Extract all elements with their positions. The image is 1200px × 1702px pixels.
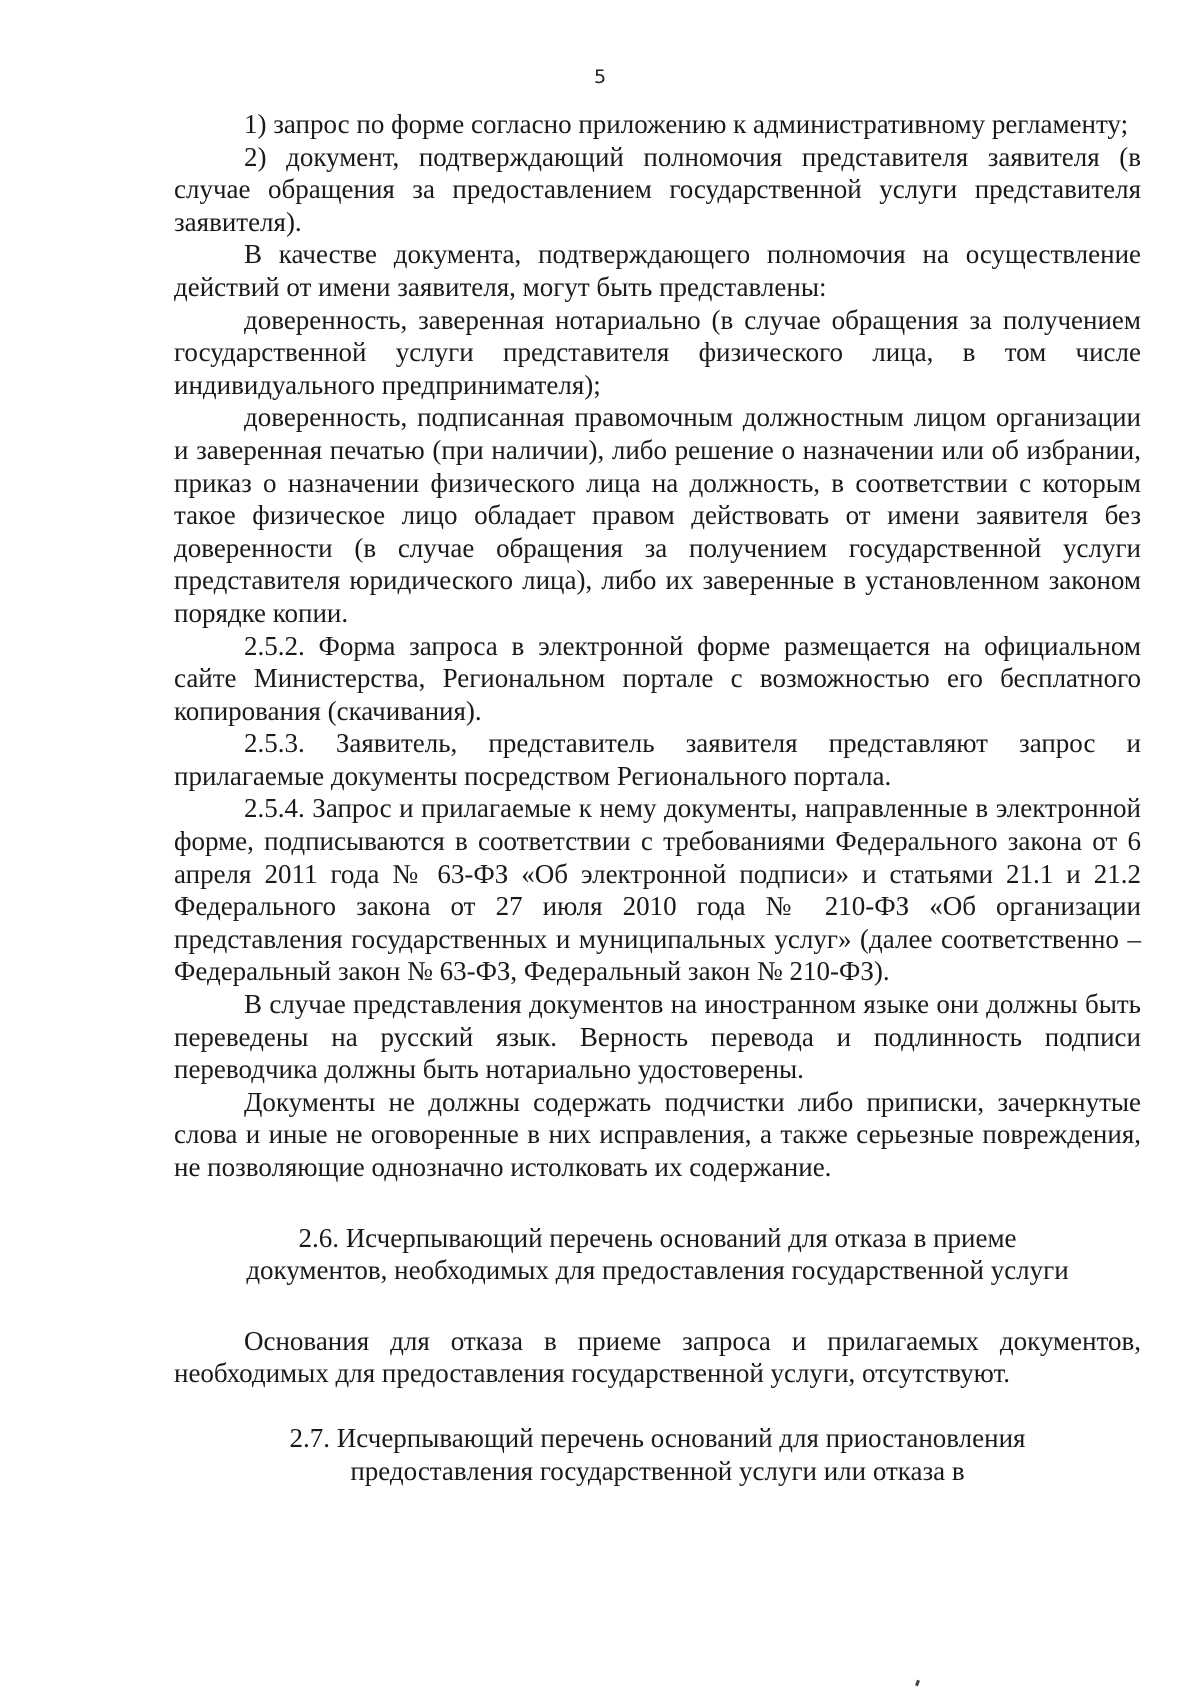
section-2-6-heading-line2: документов, необходимых для предоставления государственной услуги xyxy=(246,1255,1069,1286)
section-2-7-heading-line2: предоставления государственной услуги или отказа в xyxy=(350,1455,965,1486)
section-2-6-heading xyxy=(174,1222,1141,1287)
page-number: 5 xyxy=(593,66,607,88)
section-2-7-heading xyxy=(174,1422,1141,1487)
section-2-6-heading-line1: 2.6. Исчерпывающий перечень оснований для отказа в приеме xyxy=(298,1222,1017,1253)
section-2-7-heading-line1: 2.7. Исчерпывающий перечень оснований для приостановления xyxy=(289,1422,1026,1453)
paragraph-2-5-4: 2.5.4. Запрос и прилагаемые к нему документы, направленные в электронной форме, подписываются в соответствии с требованиями Федерального закона от 6 апреля 2011 года № 63-ФЗ «Об электронной подписи» и статьями 21.1 и 21.2 Федерального закона от 27 июля 2010 года № 210-ФЗ «Об организации представления государственных и муниципальных услуг» (далее соответственно – Федеральный закон № 63-ФЗ, Федеральный закон № 210-ФЗ). xyxy=(174,793,1141,987)
scan-artifact xyxy=(915,1680,920,1687)
paragraph-notarized-proxy: доверенность, заверенная нотариально (в случае обращения за получением государственной услуги представителя физического лица, в том числе индивидуального предпринимателя); xyxy=(174,304,1141,400)
paragraph-request-form: 1) запрос по форме согласно приложению к административному регламенту; xyxy=(244,109,1129,139)
paragraph-document-requirements: Документы не должны содержать подчистки либо приписки, зачеркнутые слова и иные не оговоренные в них исправления, а также серьезные повреждения, не позволяющие однозначно истолковать их содержание. xyxy=(174,1086,1141,1182)
paragraph-foreign-language: В случае представления документов на иностранном языке они должны быть переведены на русский язык. Верность перевода и подлинность подписи переводчика должны быть нотариально удостоверены. xyxy=(174,989,1141,1085)
paragraph-no-refusal-grounds: Основания для отказа в приеме запроса и прилагаемых документов, необходимых для предоставления государственной услуги, отсутствуют. xyxy=(174,1325,1141,1389)
paragraph-authority-document: 2) документ, подтверждающий полномочия представителя заявителя (в случае обращения за предоставлением государственной услуги представителя заявителя). xyxy=(174,141,1141,237)
paragraph-2-5-2: 2.5.2. Форма запроса в электронной форме размещается на официальном сайте Министерства, Региональном портале с возможностью его бесплатного копирования (скачивания). xyxy=(174,630,1141,726)
paragraph-signed-proxy: доверенность, подписанная правомочным должностным лицом организации и заверенная печатью (при наличии), либо решение о назначении или об избрании, приказ о назначении физического лица на должность, в соответствии с которым такое физическое лицо обладает правом действовать от имени заявителя без доверенности (в случае обращения за получением государственной услуги представителя юридического лица), либо их заверенные в установленном законом порядке копии. xyxy=(174,402,1141,628)
paragraph-authority-intro: В качестве документа, подтверждающего полномочия на осуществление действий от имени заявителя, могут быть представлены: xyxy=(174,239,1141,302)
document-body xyxy=(174,108,1141,1487)
paragraph-2-5-3: 2.5.3. Заявитель, представитель заявителя представляют запрос и прилагаемые документы посредством Регионального портала. xyxy=(174,728,1141,791)
